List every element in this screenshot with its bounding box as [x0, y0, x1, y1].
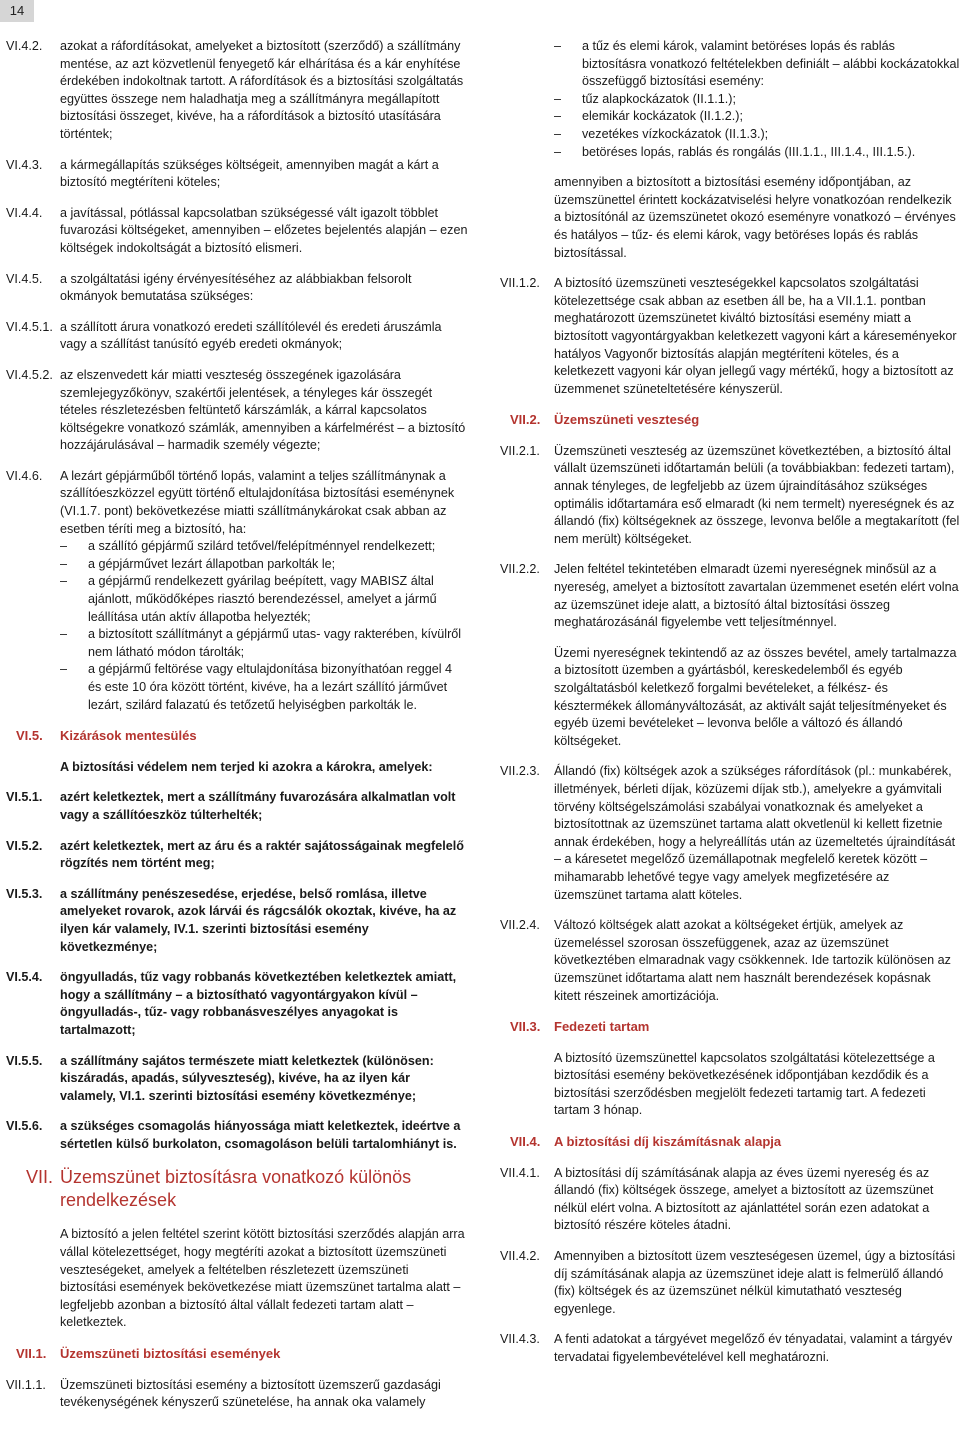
clause-vii-1-2 [500, 275, 960, 398]
chapter-intro: A biztosító a jelen feltétel szerint kötött biztosítási szerződés alapján arra vállal kötelezettséget, hogy megtéríti azokat a biztosított üzemszüneti veszteségeket, amelyek a feltételben részletezett üzemszüneti biztosítási események bekövetkezése miatt üzemszünet tartalma alatt – legfeljebb azonban a biztosító által vállalt fedezeti tartam alatt – keletkeztek. [60, 1227, 465, 1330]
list-item: – a gépjárművet lezárt állapotban parkolták le; [60, 556, 468, 574]
clause-number: VII.2.3. [500, 764, 540, 779]
clause-number: VI.4.6. [6, 468, 43, 483]
clause-number: VI.5.4. [6, 970, 43, 985]
clause-text: A lezárt gépjárműből történő lopás, valamint a teljes szállítmánynak a szállítóeszközzel együtt történő eltulajdonítása biztosítási eseménynek (VI.1.7. pont) bekövetkezése miatti szállítmánykárokat csak abban az esetben téríti meg a biztosító, ha: [60, 468, 455, 536]
clause [6, 157, 468, 192]
clause-number: VII.1.1. [6, 1377, 46, 1392]
list-item: – a szállító gépjármű szilárd tetővel/felépítménnyel rendelkezett; [60, 538, 468, 556]
clause-text: Üzemszüneti biztosítási esemény a biztosított üzemszerű gazdasági tevékenységének kényszerű szünetelése, ha annak oka valamely [60, 1377, 441, 1410]
clause-text: a szállított árura vonatkozó eredeti szállítólevél és eredeti áruszámla vagy a szállítást tanúsító egyéb eredeti okmányok; [60, 319, 442, 352]
clause [500, 917, 960, 1005]
section-number: VII.1. [16, 1346, 47, 1362]
clause-number: VI.5.1. [6, 790, 43, 805]
clause-text: A biztosító üzemszüneti veszteségekkel kapcsolatos szolgáltatási kötelezettsége csak abban az esetben áll be, ha a VII.1.1. pontban meghatározott üzemszünetet kiváltó biztosítási esemény miatt a biztosított vagyontárgyakban keletkezett vagyoni kárt a káreseményekor hatályos Vagyonőr biztosítás alapján megtéríteni köteles, és a keletkezett vagyoni kár olyan jellegű vagy mértékű, hogy a biztosított az üzemmenet szüneteltetésére kényszerül. [554, 276, 957, 396]
clause-number: VII.2.2. [500, 562, 540, 577]
section-heading-vii-4 [500, 1133, 960, 1151]
clause [6, 38, 468, 144]
list-item: – elemikár kockázatok (II.1.2.); [554, 108, 960, 126]
page-number: 14 [0, 0, 34, 22]
clause-number: VI.4.3. [6, 157, 43, 172]
clause-number: VII.4.1. [500, 1165, 540, 1180]
exclusion-clause [6, 838, 468, 873]
clause-text: a szükséges csomagolás hiányossága miatt keletkeztek, ideértve a sértetlen külső burkolaton, csomagoláson belüli tartalomhiányt is. [60, 1119, 461, 1151]
chapter-number: VII. [26, 1167, 54, 1188]
clause-number: VI.4.5.1. [6, 319, 53, 334]
clause-text: azért keletkeztek, mert a szállítmány fuvarozására alkalmatlan volt vagy a szállítóeszköz túlterhelték; [60, 790, 456, 822]
exclusion-clause [6, 969, 468, 1039]
clause-text: a szállítmány sajátos természete miatt keletkeztek (különösen: kiszáradás, apadás, súlyveszteség), kivéve, ha az ilyen kár valamely, VI.1. szerinti biztosítási esemény következménye; [60, 1053, 434, 1103]
section-title: A biztosítási díj kiszámításnak alapja [554, 1134, 782, 1150]
right-column [500, 38, 960, 1380]
coverage-condition-paragraph: amennyiben a biztosított a biztosítási esemény időpontjában, az üzemszünettel érintett kockázatviselési helyre vonatkozóan rendelkezik a biztosítónál az üzemszünetet okozó eseményre vonatkozó – érvényes és hatályos – tűz- és elemi károk, vagy betöréses lopás és rablás biztosítással. [554, 175, 956, 260]
clause-number: VI.4.5.2. [6, 367, 53, 382]
chapter-title: Üzemszünet biztosításra vonatkozó különös rendelkezések [60, 1167, 412, 1211]
clause [6, 319, 468, 354]
operating-profit-paragraph: Üzemi nyereségnek tekintendő az az összes bevétel, amely tartalmazza a biztosított üzemben a gyártásból, kereskedelemből és egyéb szolgáltatásból keletkező forgalmi bevételeket, a félkész- és késztermékek állományváltozását, az aktivált saját teljesítményeket és egyéb üzemi bevételeket – levonva belőle a változó és állandó költségeket. [554, 645, 957, 748]
clause-number: VI.5.6. [6, 1119, 43, 1134]
clause-text: Amennyiben a biztosított üzem veszteségesen üzemel, úgy a biztosítási díj számításának alapja az üzemszünet ideje alatt is felmerülő állandó (fix) költségek és az üzemszünet nélkül kimutatható veszteség egyenlege. [554, 1249, 956, 1316]
clause-text: Jelen feltétel tekintetében elmaradt üzemi nyereségnek minősül az a nyereség, amelyet a biztosított zavartalan üzemmenet esetén elért volna az üzemszünet ideje alatt, a biztosító által biztosítási összeg meghatározásánál figyelembe vett teljesítménnyel. [554, 562, 959, 630]
clause-vii-1-1 [6, 1377, 468, 1412]
section-heading-vii-2 [500, 411, 960, 429]
clause [6, 271, 468, 306]
clause-number: VII.4.2. [500, 1249, 540, 1264]
clause-text: azokat a ráfordításokat, amelyeket a biztosított (szerződő) a szállítmány mentése, az azt közvetlenül fenyegető kár elhárítása és a kár enyhítése érdekében indokoltnak tartott. A ráfordítások és a biztosítási szolgáltatás együttes összege nem haladhatja meg a szállítmányra megállapított biztosítási összeget, kivéve, ha a ráfordítások a biztosító utasítására történtek; [60, 39, 464, 141]
left-column [6, 38, 468, 1425]
list-item: – a gépjármű rendelkezett gyárilag beépített, vagy MABISZ által ajánlott, működőképes riasztó berendezéssel, amelyet a jármű leállítása után aktív állapotba helyezték; [60, 573, 468, 626]
section-number: VI.5. [16, 728, 43, 744]
list-item: – a gépjármű feltörése vagy eltulajdonítása bizonyíthatóan reggel 4 és este 10 óra között történt, kivéve, ha a lezárt szállító járművet lezárt, szilárd falazatú és tetőzetű helyiségben parkolták le. [60, 661, 468, 714]
clause-number: VII.2.4. [500, 918, 540, 933]
exclusion-clause [6, 1118, 468, 1153]
coverage-period-paragraph: A biztosító üzemszünettel kapcsolatos szolgáltatási kötelezettsége a biztosítási esemény bekövetkezésének időpontjában kezdődik és a biztosítási szerződésben megjelölt fedezeti tartamig tart. A fedezeti tartam 3 hónap. [554, 1050, 935, 1118]
clause-text: a kármegállapítás szükséges költségeit, amennyiben magát a kárt a biztosító megtéríteni köteles; [60, 157, 439, 190]
section-number: VII.2. [510, 412, 541, 428]
clause-text: Állandó (fix) költségek azok a szükséges ráfordítások (pl.: munkabérek, illetmények, bérleti díjak, közüzemi díjak stb.), amelyekre a gyámvitali törvény költségelszámolási szabályai vonatkoznak és amelyeket a biztosítottnak az üzemszünet tartama alatt okvetlenül ki kellett fizetnie annak érdekében, hogy a helyreállítás után az üzemeltetés újraindítását – a káresetet megelőző üzemállapotnak megfelelő keretek között – mihamarabb lehetővé tegye vagy amelyek megfizetésére az üzemszünet tartama alatt köteles. [554, 764, 956, 902]
clause-number: VII.1.2. [500, 276, 540, 291]
section-title: Fedezeti tartam [554, 1019, 650, 1035]
clause-text: a szolgáltatási igény érvényesítéséhez az alábbiakban felsorolt okmányok bemutatása szükséges: [60, 271, 412, 304]
clause-text: azért keletkeztek, mert az áru és a raktér sajátosságainak megfelelő rögzítés nem történt meg; [60, 838, 464, 871]
list-item: – betöréses lopás, rablás és rongálás (III.1.1., III.1.4., III.1.5.). [554, 144, 960, 162]
list-item: – tűz alapkockázatok (II.1.1.); [554, 91, 960, 109]
clause [6, 205, 468, 258]
section-heading-vi-5 [6, 727, 468, 745]
section-title: Üzemszüneti biztosítási események [60, 1346, 281, 1362]
clause-number: VI.5.2. [6, 838, 43, 853]
section-number: VII.3. [510, 1019, 541, 1035]
clause-number: VI.5.5. [6, 1053, 43, 1068]
exclusion-clause [6, 789, 468, 824]
clause [500, 1331, 960, 1366]
section-title: Kizárások mentesülés [60, 728, 197, 744]
clause-vi-4-6 [6, 468, 468, 714]
clause [6, 367, 468, 455]
clause-text: az elszenvedett kár miatti veszteség összegének igazolására szemlejegyzőkönyv, szakértői jelentések, a tényleges kár összegét tételes részletezésben feltüntető kárszámlák, a kárral kapcsolatos költségekre vonatkozó számlák, amennyiben a kárfelmérést – a biztosító hozzájárulásával – harmadik személy végezte; [60, 367, 466, 453]
clause-text: a javítással, pótlással kapcsolatban szükségessé vált igazolt többlet fuvarozási költségeket, amennyiben – előzetes bejelentés alapján – ezen költségek indokoltságát a biztosító elismeri. [60, 205, 468, 255]
clause-number: VII.2.1. [500, 443, 540, 458]
section-heading-vii-3 [500, 1018, 960, 1036]
list-item: – a tűz és elemi károk, valamint betöréses lopás és rablás biztosításra vonatkozó feltételekben definiált – alábbi kockázatokkal összefüggő biztosítási esemény: [554, 38, 960, 91]
clause-number: VI.4.5. [6, 271, 43, 286]
list-item: – vezetékes vízkockázatok (II.1.3.); [554, 126, 960, 144]
clause-number: VII.4.3. [500, 1332, 540, 1347]
condition-list [60, 538, 468, 714]
clause-text: A biztosítási díj számításának alapja az éves üzemi nyereség és az állandó (fix) költségek összege, amelyet a biztosított az üzemszünet nélkül elért volna. A biztosított az ajánlattétel során ezen adatokat a biztosító részére köteles átadni. [554, 1165, 934, 1233]
exclusion-clause [6, 1053, 468, 1106]
risk-list-block [554, 38, 960, 161]
clause-number: VI.4.4. [6, 205, 43, 220]
list-item: – a biztosított szállítmányt a gépjármű utas- vagy rakterében, kívülről nem látható módon tárolták; [60, 626, 468, 661]
chapter-heading-vii [6, 1166, 468, 1212]
section-number: VII.4. [510, 1134, 541, 1150]
clause-number: VI.5.3. [6, 886, 43, 901]
clause [500, 561, 960, 631]
exclusion-clause [6, 886, 468, 956]
clause-text: A fenti adatokat a tárgyévet megelőző év tényadatai, valamint a tárgyév tervadatai figyelembevételével kell meghatározni. [554, 1332, 953, 1364]
clause-text: Üzemszüneti veszteség az üzemszünet következtében, a biztosító által vállalt üzemszüneti időtartamán belüli (a továbbiakban: fedezeti tartam), annak tényleges, de legfeljebb az üzem újraindításához szükséges optimális időtartamára eső elmaradt (ki nem termelt) nyereségnek és az állandó (fix) költségeknek az összege, levonva belőle a megtakarított (fel nem merült) költségeket. [554, 443, 960, 546]
section-heading-vii-1 [6, 1345, 468, 1363]
clause-text: öngyulladás, tűz vagy robbanás következtében keletkeztek amiatt, hogy a szállítmány – a biztosítható vagyontárgyakon kívül – öngyulladás-, tűz- vagy robbanásveszélyes anyagokat is tartalmazott; [60, 970, 457, 1037]
clause [500, 1165, 960, 1235]
clause [500, 1248, 960, 1318]
clause [500, 763, 960, 904]
exclusion-intro: A biztosítási védelem nem terjed ki azokra a károkra, amelyek: [60, 759, 433, 774]
clause-text: a szállítmány penészesedése, erjedése, belső romlása, illetve amelyeket rovarok, azok lárvái és rágcsálók okoztak, kivéve, ha az ilyen kár valamely, IV.1. szerinti biztosítási esemény következménye; [60, 886, 457, 954]
clause-text: Változó költségek alatt azokat a költségeket értjük, amelyek az üzemeléssel szorosan összefüggenek, azaz az üzemszünet következtében elmaradnak vagy csökkennek. Ide tartozik különösen az üzemszünet időtartama alatt nem használt berendezések kopásnak kitett részeinek amortizációja. [554, 918, 951, 1003]
clause-number: VI.4.2. [6, 39, 43, 53]
clause [500, 443, 960, 549]
section-title: Üzemszüneti veszteség [554, 412, 700, 428]
